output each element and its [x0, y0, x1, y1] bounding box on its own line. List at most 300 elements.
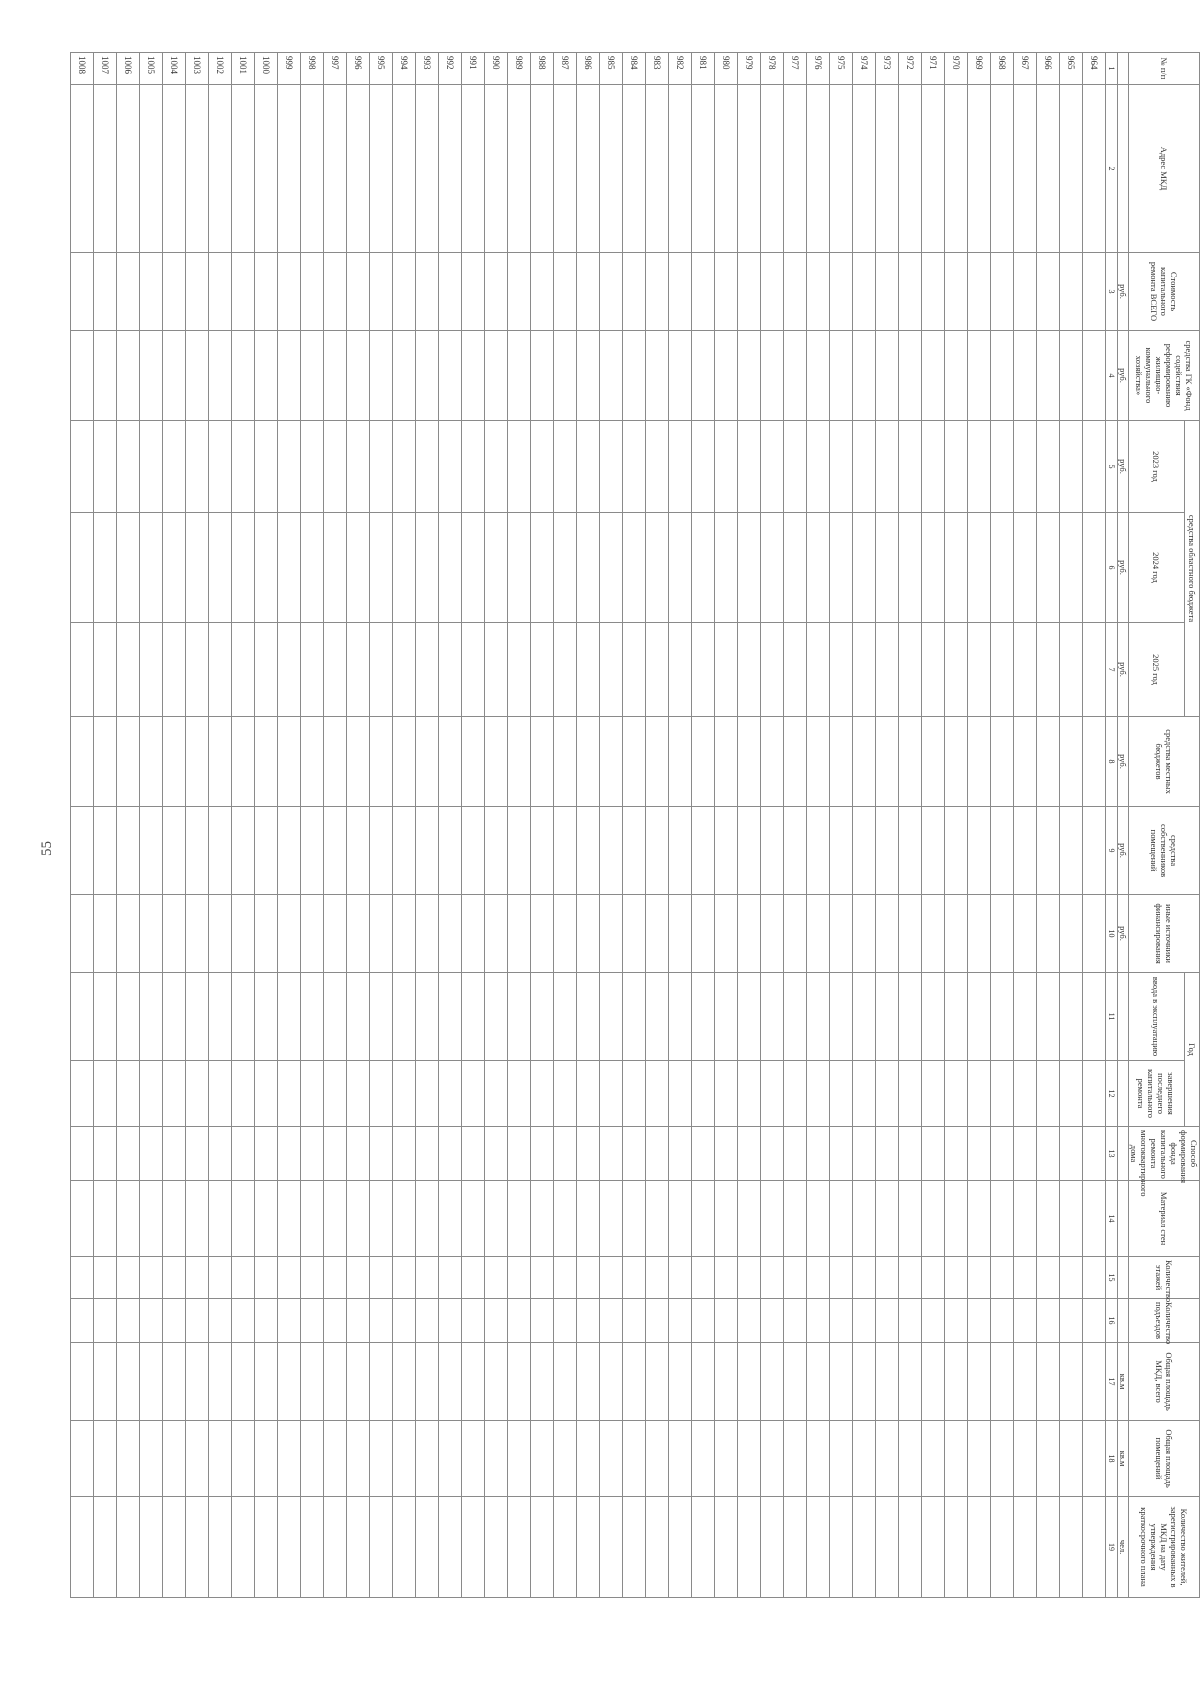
table-cell: [1060, 1421, 1083, 1497]
table-cell: [531, 421, 554, 513]
table-cell: [71, 1343, 94, 1421]
table-cell: [646, 895, 669, 973]
table-cell: [623, 85, 646, 253]
table-cell: [830, 331, 853, 421]
table-cell: [738, 1421, 761, 1497]
table-cell: [209, 717, 232, 807]
table-cell: [784, 1181, 807, 1257]
table-cell: [1083, 1061, 1106, 1127]
row-number: 992: [439, 53, 462, 85]
header-wall-material: Материал стен: [1129, 1181, 1200, 1257]
header-year-last-repair: завершения последнего капитального ремонта: [1129, 1061, 1185, 1127]
table-cell: [508, 253, 531, 331]
row-number: 979: [738, 53, 761, 85]
table-cell: [692, 717, 715, 807]
table-cell: [531, 1299, 554, 1343]
table-cell: [853, 1181, 876, 1257]
table-cell: [876, 1257, 899, 1299]
table-cell: [186, 253, 209, 331]
table-cell: [761, 1421, 784, 1497]
table-cell: [71, 1421, 94, 1497]
table-cell: [669, 623, 692, 717]
table-cell: [301, 1127, 324, 1181]
unit-cell: [1118, 53, 1129, 85]
table-cell: [761, 85, 784, 253]
table-cell: [232, 421, 255, 513]
table-cell: [255, 85, 278, 253]
column-number: 7: [1106, 623, 1118, 717]
table-cell: [1083, 895, 1106, 973]
table-cell: [600, 1497, 623, 1598]
table-cell: [439, 513, 462, 623]
table-cell: [416, 253, 439, 331]
table-cell: [922, 807, 945, 895]
table-cell: [370, 895, 393, 973]
table-cell: [209, 1181, 232, 1257]
table-cell: [301, 895, 324, 973]
header-floors: Количество этажей: [1129, 1257, 1200, 1299]
table-cell: [554, 895, 577, 973]
table-cell: [462, 717, 485, 807]
table-cell: [117, 807, 140, 895]
table-cell: [140, 1421, 163, 1497]
table-cell: [324, 717, 347, 807]
header-local-budgets: средства местных бюджетов: [1129, 717, 1200, 807]
table-row: [646, 53, 669, 1598]
table-cell: [899, 1181, 922, 1257]
table-cell: [485, 253, 508, 331]
table-cell: [761, 253, 784, 331]
table-cell: [186, 973, 209, 1061]
table-cell: [209, 513, 232, 623]
table-cell: [784, 1299, 807, 1343]
table-cell: [71, 421, 94, 513]
table-cell: [301, 717, 324, 807]
table-cell: [692, 807, 715, 895]
table-cell: [945, 513, 968, 623]
table-cell: [439, 253, 462, 331]
header-fund-method: Способ формирования фонда капитального ремонта многоквартирного дома: [1129, 1127, 1200, 1181]
table-cell: [600, 895, 623, 973]
table-cell: [439, 1061, 462, 1127]
table-cell: [600, 1061, 623, 1127]
table-cell: [163, 1421, 186, 1497]
table-cell: [508, 1421, 531, 1497]
table-cell: [1083, 253, 1106, 331]
table-cell: [853, 1299, 876, 1343]
table-cell: [830, 1421, 853, 1497]
unit-cell: [1118, 1127, 1129, 1181]
table-cell: [163, 1061, 186, 1127]
table-cell: [554, 253, 577, 331]
table-cell: [715, 1343, 738, 1421]
table-cell: [899, 85, 922, 253]
table-cell: [738, 1257, 761, 1299]
table-cell: [646, 331, 669, 421]
table-cell: [485, 1497, 508, 1598]
table-cell: [830, 895, 853, 973]
table-cell: [416, 85, 439, 253]
table-cell: [117, 1061, 140, 1127]
table-cell: [646, 1061, 669, 1127]
column-number: 3: [1106, 253, 1118, 331]
table-cell: [784, 331, 807, 421]
table-cell: [830, 421, 853, 513]
table-cell: [416, 1181, 439, 1257]
table-cell: [278, 895, 301, 973]
table-row: [945, 53, 968, 1598]
table-cell: [922, 973, 945, 1061]
table-cell: [922, 1497, 945, 1598]
table-cell: [209, 1343, 232, 1421]
table-cell: [669, 1181, 692, 1257]
table-cell: [623, 973, 646, 1061]
table-cell: [462, 1343, 485, 1421]
table-cell: [94, 421, 117, 513]
table-cell: [853, 1421, 876, 1497]
table-cell: [853, 973, 876, 1061]
row-number: 967: [1014, 53, 1037, 85]
table-cell: [577, 807, 600, 895]
table-cell: [853, 331, 876, 421]
table-cell: [761, 895, 784, 973]
table-cell: [876, 1127, 899, 1181]
table-cell: [761, 1127, 784, 1181]
table-row: [853, 53, 876, 1598]
table-cell: [255, 623, 278, 717]
table-cell: [278, 623, 301, 717]
table-cell: [209, 253, 232, 331]
table-cell: [899, 1421, 922, 1497]
table-cell: [347, 807, 370, 895]
table-cell: [462, 807, 485, 895]
table-cell: [784, 1343, 807, 1421]
table-cell: [715, 1497, 738, 1598]
table-cell: [991, 1257, 1014, 1299]
column-number: 11: [1106, 973, 1118, 1061]
table-cell: [761, 421, 784, 513]
table-cell: [531, 1257, 554, 1299]
table-cell: [1037, 807, 1060, 895]
table-cell: [807, 1497, 830, 1598]
table-cell: [324, 623, 347, 717]
row-number: 976: [807, 53, 830, 85]
table-cell: [807, 1421, 830, 1497]
table-cell: [577, 1061, 600, 1127]
table-cell: [945, 85, 968, 253]
table-cell: [623, 513, 646, 623]
table-cell: [623, 1127, 646, 1181]
row-number: 1004: [163, 53, 186, 85]
table-cell: [508, 717, 531, 807]
table-cell: [577, 1299, 600, 1343]
table-cell: [324, 1181, 347, 1257]
table-cell: [416, 1497, 439, 1598]
table-cell: [945, 331, 968, 421]
table-cell: [1037, 973, 1060, 1061]
table-cell: [255, 1181, 278, 1257]
table-cell: [232, 331, 255, 421]
table-cell: [991, 253, 1014, 331]
table-row: [876, 53, 899, 1598]
table-cell: [301, 1299, 324, 1343]
table-cell: [807, 623, 830, 717]
table-cell: [278, 513, 301, 623]
table-cell: [416, 331, 439, 421]
table-cell: [485, 717, 508, 807]
table-cell: [255, 1299, 278, 1343]
table-cell: [945, 1127, 968, 1181]
table-cell: [1083, 623, 1106, 717]
table-cell: [1037, 1299, 1060, 1343]
table-cell: [94, 1343, 117, 1421]
table-cell: [140, 513, 163, 623]
table-cell: [715, 85, 738, 253]
table-cell: [554, 807, 577, 895]
table-cell: [531, 1061, 554, 1127]
table-cell: [692, 623, 715, 717]
table-cell: [508, 895, 531, 973]
table-cell: [761, 1299, 784, 1343]
table-cell: [462, 1181, 485, 1257]
table-cell: [209, 85, 232, 253]
table-cell: [485, 1299, 508, 1343]
table-cell: [692, 1181, 715, 1257]
table-cell: [1014, 1257, 1037, 1299]
table-cell: [163, 331, 186, 421]
table-cell: [669, 807, 692, 895]
column-number: 18: [1106, 1421, 1118, 1497]
table-row: [324, 53, 347, 1598]
table-cell: [393, 1299, 416, 1343]
table-cell: [554, 1343, 577, 1421]
table-cell: [186, 717, 209, 807]
table-cell: [1060, 1497, 1083, 1598]
table-cell: [232, 717, 255, 807]
table-cell: [71, 717, 94, 807]
table-cell: [899, 331, 922, 421]
table-cell: [784, 421, 807, 513]
table-cell: [692, 1257, 715, 1299]
table-cell: [577, 85, 600, 253]
table-cell: [370, 1343, 393, 1421]
row-number: 980: [715, 53, 738, 85]
table-cell: [876, 1343, 899, 1421]
table-cell: [508, 1257, 531, 1299]
table-cell: [531, 1497, 554, 1598]
table-cell: [692, 1421, 715, 1497]
table-cell: [117, 1343, 140, 1421]
table-cell: [968, 623, 991, 717]
table-cell: [945, 895, 968, 973]
table-cell: [692, 331, 715, 421]
table-cell: [600, 1257, 623, 1299]
header-regional-budget: средства областного бюджета: [1184, 421, 1199, 717]
table-cell: [163, 807, 186, 895]
table-cell: [669, 1127, 692, 1181]
table-row: [531, 53, 554, 1598]
row-number: 989: [508, 53, 531, 85]
table-cell: [255, 1497, 278, 1598]
table-cell: [94, 623, 117, 717]
table-cell: [623, 1299, 646, 1343]
table-cell: [600, 513, 623, 623]
table-cell: [71, 807, 94, 895]
table-cell: [577, 331, 600, 421]
table-cell: [1060, 331, 1083, 421]
table-cell: [416, 717, 439, 807]
table-cell: [393, 807, 416, 895]
row-number: 972: [899, 53, 922, 85]
table-cell: [715, 421, 738, 513]
table-cell: [968, 1061, 991, 1127]
table-cell: [347, 973, 370, 1061]
table-cell: [71, 513, 94, 623]
row-number: 1003: [186, 53, 209, 85]
table-cell: [853, 1061, 876, 1127]
table-cell: [807, 421, 830, 513]
table-cell: [922, 331, 945, 421]
table-cell: [646, 1299, 669, 1343]
table-cell: [577, 421, 600, 513]
column-number: 16: [1106, 1299, 1118, 1343]
table-cell: [646, 1497, 669, 1598]
table-cell: [784, 1257, 807, 1299]
table-cell: [485, 623, 508, 717]
table-cell: [807, 895, 830, 973]
table-cell: [968, 421, 991, 513]
table-cell: [416, 1421, 439, 1497]
table-cell: [1014, 1343, 1037, 1421]
table-cell: [209, 895, 232, 973]
table-cell: [416, 807, 439, 895]
table-cell: [71, 1061, 94, 1127]
table-row: [968, 53, 991, 1598]
table-cell: [761, 623, 784, 717]
header-address: Адрес МКД: [1129, 85, 1200, 253]
table-cell: [94, 1257, 117, 1299]
table-cell: [554, 513, 577, 623]
table-cell: [439, 421, 462, 513]
table-cell: [784, 623, 807, 717]
table-cell: [439, 1257, 462, 1299]
table-cell: [94, 717, 117, 807]
table-cell: [623, 895, 646, 973]
table-cell: [186, 421, 209, 513]
header-number: № п/п: [1129, 53, 1200, 85]
table-cell: [807, 1343, 830, 1421]
table-cell: [485, 1343, 508, 1421]
table-cell: [186, 1497, 209, 1598]
table-cell: [991, 717, 1014, 807]
table-cell: [715, 973, 738, 1061]
header-premises-area: Общая площадь помещений: [1129, 1421, 1200, 1497]
table-cell: [761, 1257, 784, 1299]
table-row: [830, 53, 853, 1598]
table-cell: [508, 1061, 531, 1127]
table-cell: [462, 1257, 485, 1299]
table-cell: [830, 513, 853, 623]
table-cell: [945, 807, 968, 895]
table-cell: [462, 1497, 485, 1598]
table-cell: [370, 807, 393, 895]
table-cell: [738, 253, 761, 331]
table-cell: [807, 253, 830, 331]
table-cell: [876, 331, 899, 421]
table-cell: [209, 807, 232, 895]
table-cell: [922, 1181, 945, 1257]
table-cell: [738, 1181, 761, 1257]
table-cell: [577, 1343, 600, 1421]
table-cell: [646, 1127, 669, 1181]
table-cell: [646, 807, 669, 895]
table-cell: [324, 421, 347, 513]
table-cell: [968, 513, 991, 623]
table-cell: [715, 807, 738, 895]
table-cell: [692, 253, 715, 331]
table-cell: [485, 513, 508, 623]
table-cell: [71, 1181, 94, 1257]
table-row: [186, 53, 209, 1598]
table-cell: [554, 1421, 577, 1497]
table-cell: [715, 1421, 738, 1497]
table-cell: [853, 1257, 876, 1299]
table-cell: [669, 1061, 692, 1127]
table-cell: [968, 253, 991, 331]
table-cell: [646, 1257, 669, 1299]
table-cell: [370, 513, 393, 623]
table-cell: [255, 1343, 278, 1421]
table-cell: [646, 623, 669, 717]
header-year-2025: 2025 год: [1129, 623, 1185, 717]
table-cell: [991, 85, 1014, 253]
table-cell: [140, 623, 163, 717]
table-cell: [830, 1181, 853, 1257]
table-cell: [531, 331, 554, 421]
table-cell: [623, 1061, 646, 1127]
table-cell: [646, 1343, 669, 1421]
table-row: [439, 53, 462, 1598]
table-cell: [163, 85, 186, 253]
table-cell: [991, 1127, 1014, 1181]
table-cell: [186, 1343, 209, 1421]
table-cell: [968, 717, 991, 807]
column-number: 5: [1106, 421, 1118, 513]
table-cell: [899, 895, 922, 973]
table-cell: [117, 1421, 140, 1497]
table-cell: [462, 623, 485, 717]
table-cell: [278, 1127, 301, 1181]
table-cell: [669, 973, 692, 1061]
table-cell: [1060, 807, 1083, 895]
unit-cell: руб.: [1118, 895, 1129, 973]
table-cell: [669, 1257, 692, 1299]
table-cell: [945, 1497, 968, 1598]
table-cell: [853, 1497, 876, 1598]
table-cell: [531, 85, 554, 253]
table-cell: [1060, 513, 1083, 623]
table-cell: [301, 1343, 324, 1421]
table-cell: [1037, 623, 1060, 717]
table-body: [71, 53, 1106, 1598]
table-cell: [922, 253, 945, 331]
row-number: 975: [830, 53, 853, 85]
table-cell: [94, 1181, 117, 1257]
table-cell: [600, 717, 623, 807]
table-cell: [600, 331, 623, 421]
table-cell: [922, 421, 945, 513]
table-cell: [968, 1343, 991, 1421]
